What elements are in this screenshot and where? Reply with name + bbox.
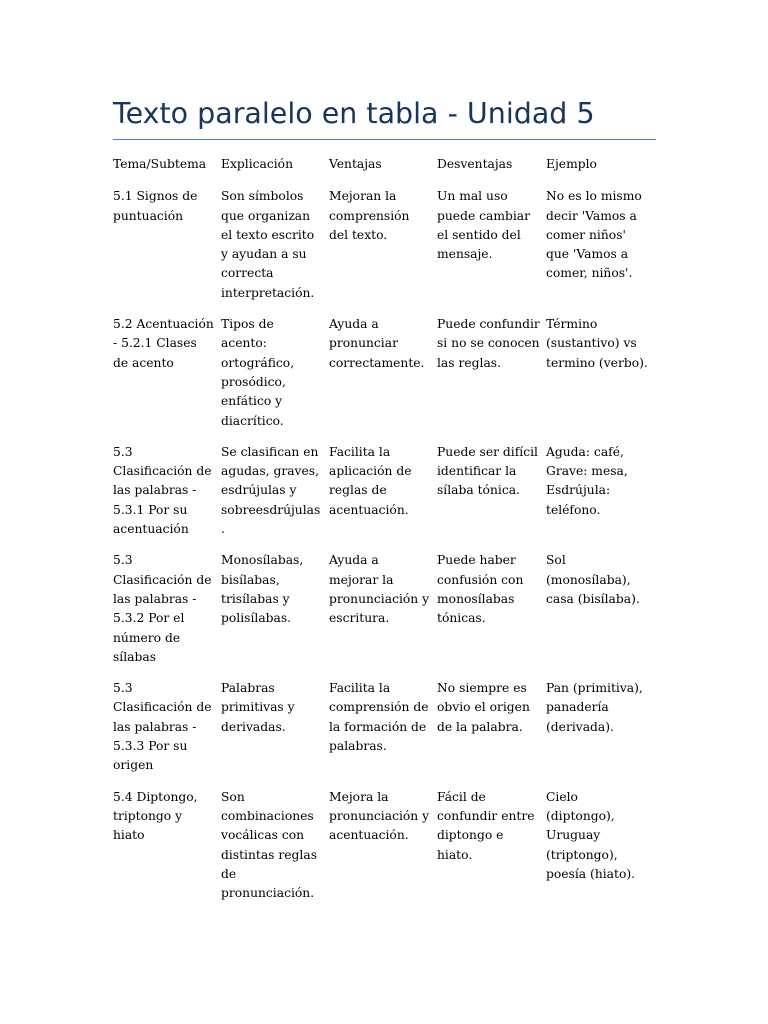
cell-tema: 5.3 Clasificación de las palabras - 5.3.3 Por su origen	[113, 681, 212, 773]
cell-ejemplo: No es lo mismo decir 'Vamos a comer niños' que 'Vamos a comer, niños'.	[546, 189, 642, 281]
cell-tema: 5.1 Signos de puntuación	[113, 189, 198, 223]
cell-explicacion: Monosílabas, bisílabas, trisílabas y polisílabas.	[221, 553, 304, 626]
cell-tema: 5.3 Clasificación de las palabras - 5.3.1 Por su acentuación	[113, 444, 212, 537]
document-title: Texto paralelo en tabla - Unidad 5	[113, 97, 595, 130]
cell-ventajas: Ayuda a mejorar la pronunciación y escritura.	[329, 553, 430, 626]
cell-explicacion: Palabras primitivas y derivadas.	[221, 681, 295, 734]
cell-ventajas: Mejoran la comprensión del texto.	[329, 189, 410, 242]
cell-tema: 5.3 Clasificación de las palabras - 5.3.2 Por el número de sílabas	[113, 553, 212, 664]
table-header-row	[113, 155, 656, 187]
cell-desventajas: Puede ser difícil identificar la sílaba tónica.	[437, 444, 538, 498]
cell-ejemplo: Sol (monosílaba), casa (bisílaba).	[546, 553, 640, 606]
table-row	[113, 679, 656, 787]
table-row	[113, 443, 656, 551]
cell-desventajas: Fácil de confundir entre diptongo e hiato.	[437, 789, 535, 862]
cell-explicacion: Son combinaciones vocálicas con distintas reglas de pronunciación.	[221, 789, 318, 901]
cell-desventajas: No siempre es obvio el origen de la palabra.	[437, 681, 530, 734]
cell-ejemplo: Pan (primitiva), panadería (derivada).	[546, 681, 643, 734]
cell-tema: 5.4 Diptongo, triptongo y hiato	[113, 789, 198, 843]
cell-ejemplo: Aguda: café, Grave: mesa, Esdrújula: teléfono.	[546, 444, 628, 517]
cell-ejemplo: Cielo (diptongo), Uruguay (triptongo), poesía (hiato).	[546, 789, 636, 881]
cell-ejemplo: Término (sustantivo) vs termino (verbo).	[546, 317, 648, 370]
cell-desventajas: Puede haber confusión con monosílabas tónicas.	[437, 553, 524, 626]
cell-ventajas: Mejora la pronunciación y acentuación.	[329, 789, 430, 843]
cell-ventajas: Ayuda a pronunciar correctamente.	[329, 317, 425, 370]
cell-explicacion: Tipos de acento: ortográfico, prosódico, enfático y diacrítico.	[221, 317, 295, 428]
column-header-explicacion: Explicación	[221, 157, 294, 171]
column-header-ventajas: Ventajas	[329, 157, 382, 171]
cell-ventajas: Facilita la comprensión de la formación de palabras.	[329, 681, 429, 754]
cell-desventajas: Puede confundir si no se conocen las reglas.	[437, 317, 540, 370]
table-row	[113, 551, 656, 679]
parallel-text-table	[113, 155, 656, 915]
table-row	[113, 187, 656, 315]
title-divider	[113, 139, 656, 140]
cell-ventajas: Facilita la aplicación de reglas de acentuación.	[329, 444, 412, 517]
column-header-tema: Tema/Subtema	[113, 157, 207, 171]
cell-tema: 5.2 Acentuación - 5.2.1 Clases de acento	[113, 317, 214, 370]
column-header-ejemplo: Ejemplo	[546, 157, 597, 171]
cell-explicacion: Se clasifican en agudas, graves, esdrújulas y sobreesdrújulas.	[221, 444, 321, 537]
cell-explicacion: Son símbolos que organizan el texto escrito y ayudan a su correcta interpretación.	[221, 189, 315, 300]
column-header-desventajas: Desventajas	[437, 157, 513, 171]
cell-desventajas: Un mal uso puede cambiar el sentido del mensaje.	[437, 189, 531, 262]
table-row	[113, 788, 656, 916]
table-row	[113, 315, 656, 443]
document-page	[113, 94, 656, 915]
